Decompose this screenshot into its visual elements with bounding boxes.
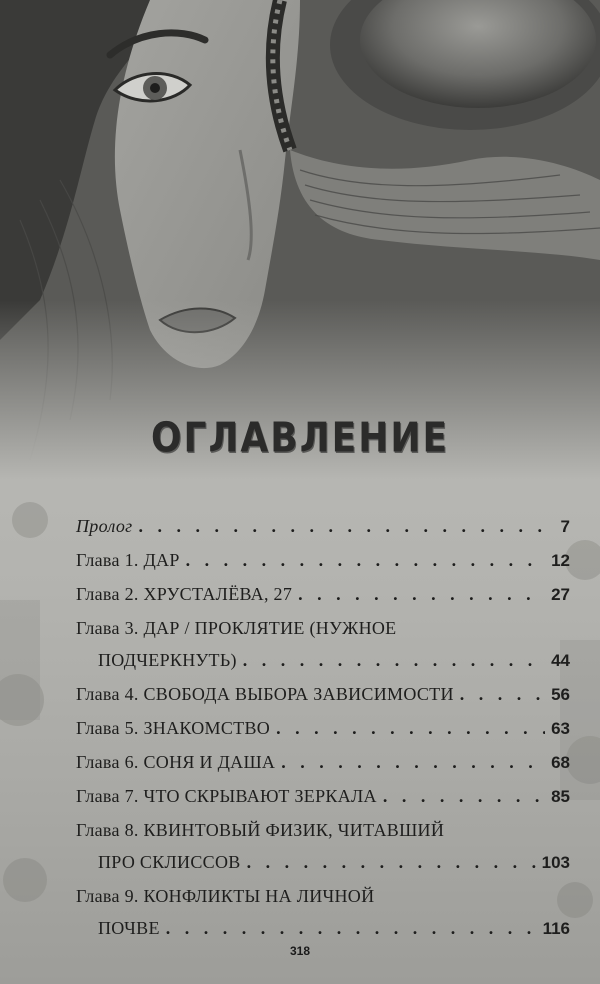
page-number: 318 (289, 944, 311, 958)
toc-leader-dots (138, 510, 554, 542)
toc-entry-chapter-2[interactable] (76, 578, 570, 610)
toc-heading: ОГЛАВЛЕНИЕ (150, 414, 450, 463)
toc-leader-dots (298, 578, 545, 610)
toc-entry-title: Глава 5. ЗНАКОМСТВО (76, 718, 271, 738)
toc-entry-chapter-4[interactable] (76, 678, 570, 710)
toc-entry-chapter-6[interactable] (76, 746, 570, 778)
toc-entry-chapter-1[interactable] (76, 544, 570, 576)
toc-leader-dots (281, 746, 545, 778)
toc-entry-title-continued: ПОДЧЕРКНУТЬ) (98, 650, 237, 670)
toc-entry-title: Глава 7. ЧТО СКРЫВАЮТ ЗЕРКАЛА (76, 786, 377, 806)
toc-entry-title: Глава 6. СОНЯ И ДАША (76, 752, 276, 772)
toc-leader-dots (383, 780, 545, 812)
toc-page-number: 12 (551, 551, 570, 570)
toc-entry-chapter-3[interactable] (76, 612, 570, 676)
toc-entry-title: Глава 9. КОНФЛИКТЫ НА ЛИЧНОЙ (76, 886, 375, 906)
toc-page-number: 63 (551, 719, 570, 738)
toc-entry-title: Пролог (76, 516, 133, 536)
toc-page-number: 85 (551, 787, 570, 806)
toc-entry-title-continued: ПОЧВЕ (98, 918, 160, 938)
toc-leader-dots (243, 644, 545, 676)
cover-illustration (0, 0, 600, 480)
toc-page-number: 68 (551, 753, 570, 772)
toc-entry-chapter-9[interactable] (76, 880, 570, 944)
toc-page-number: 103 (541, 853, 570, 872)
toc-entry-title: Глава 1. ДАР (76, 550, 180, 570)
toc-entry-chapter-5[interactable] (76, 712, 570, 744)
toc-entry-prologue[interactable] (76, 510, 570, 542)
toc-entry-chapter-8[interactable] (76, 814, 570, 878)
toc-leader-dots (186, 544, 545, 576)
table-of-contents (76, 510, 570, 944)
toc-entry-title: Глава 2. ХРУСТАЛЁВА, 27 (76, 584, 293, 604)
toc-leader-dots (247, 846, 536, 878)
toc-leader-dots (276, 712, 545, 744)
toc-entry-title: Глава 3. ДАР / ПРОКЛЯТИЕ (НУЖНОЕ (76, 618, 397, 638)
toc-page-number: 56 (551, 685, 570, 704)
toc-leader-dots (460, 678, 545, 710)
toc-entry-title: Глава 4. СВОБОДА ВЫБОРА ЗАВИСИМОСТИ (76, 684, 454, 704)
toc-page-number: 7 (560, 517, 570, 536)
toc-entry-chapter-7[interactable] (76, 780, 570, 812)
toc-page-number: 27 (551, 585, 570, 604)
toc-entry-title-continued: ПРО СКЛИССОВ (98, 852, 241, 872)
toc-page-number: 116 (542, 919, 570, 938)
toc-leader-dots (166, 912, 537, 944)
toc-page-number: 44 (551, 651, 570, 670)
toc-entry-title: Глава 8. КВИНТОВЫЙ ФИЗИК, ЧИТАВШИЙ (76, 820, 445, 840)
